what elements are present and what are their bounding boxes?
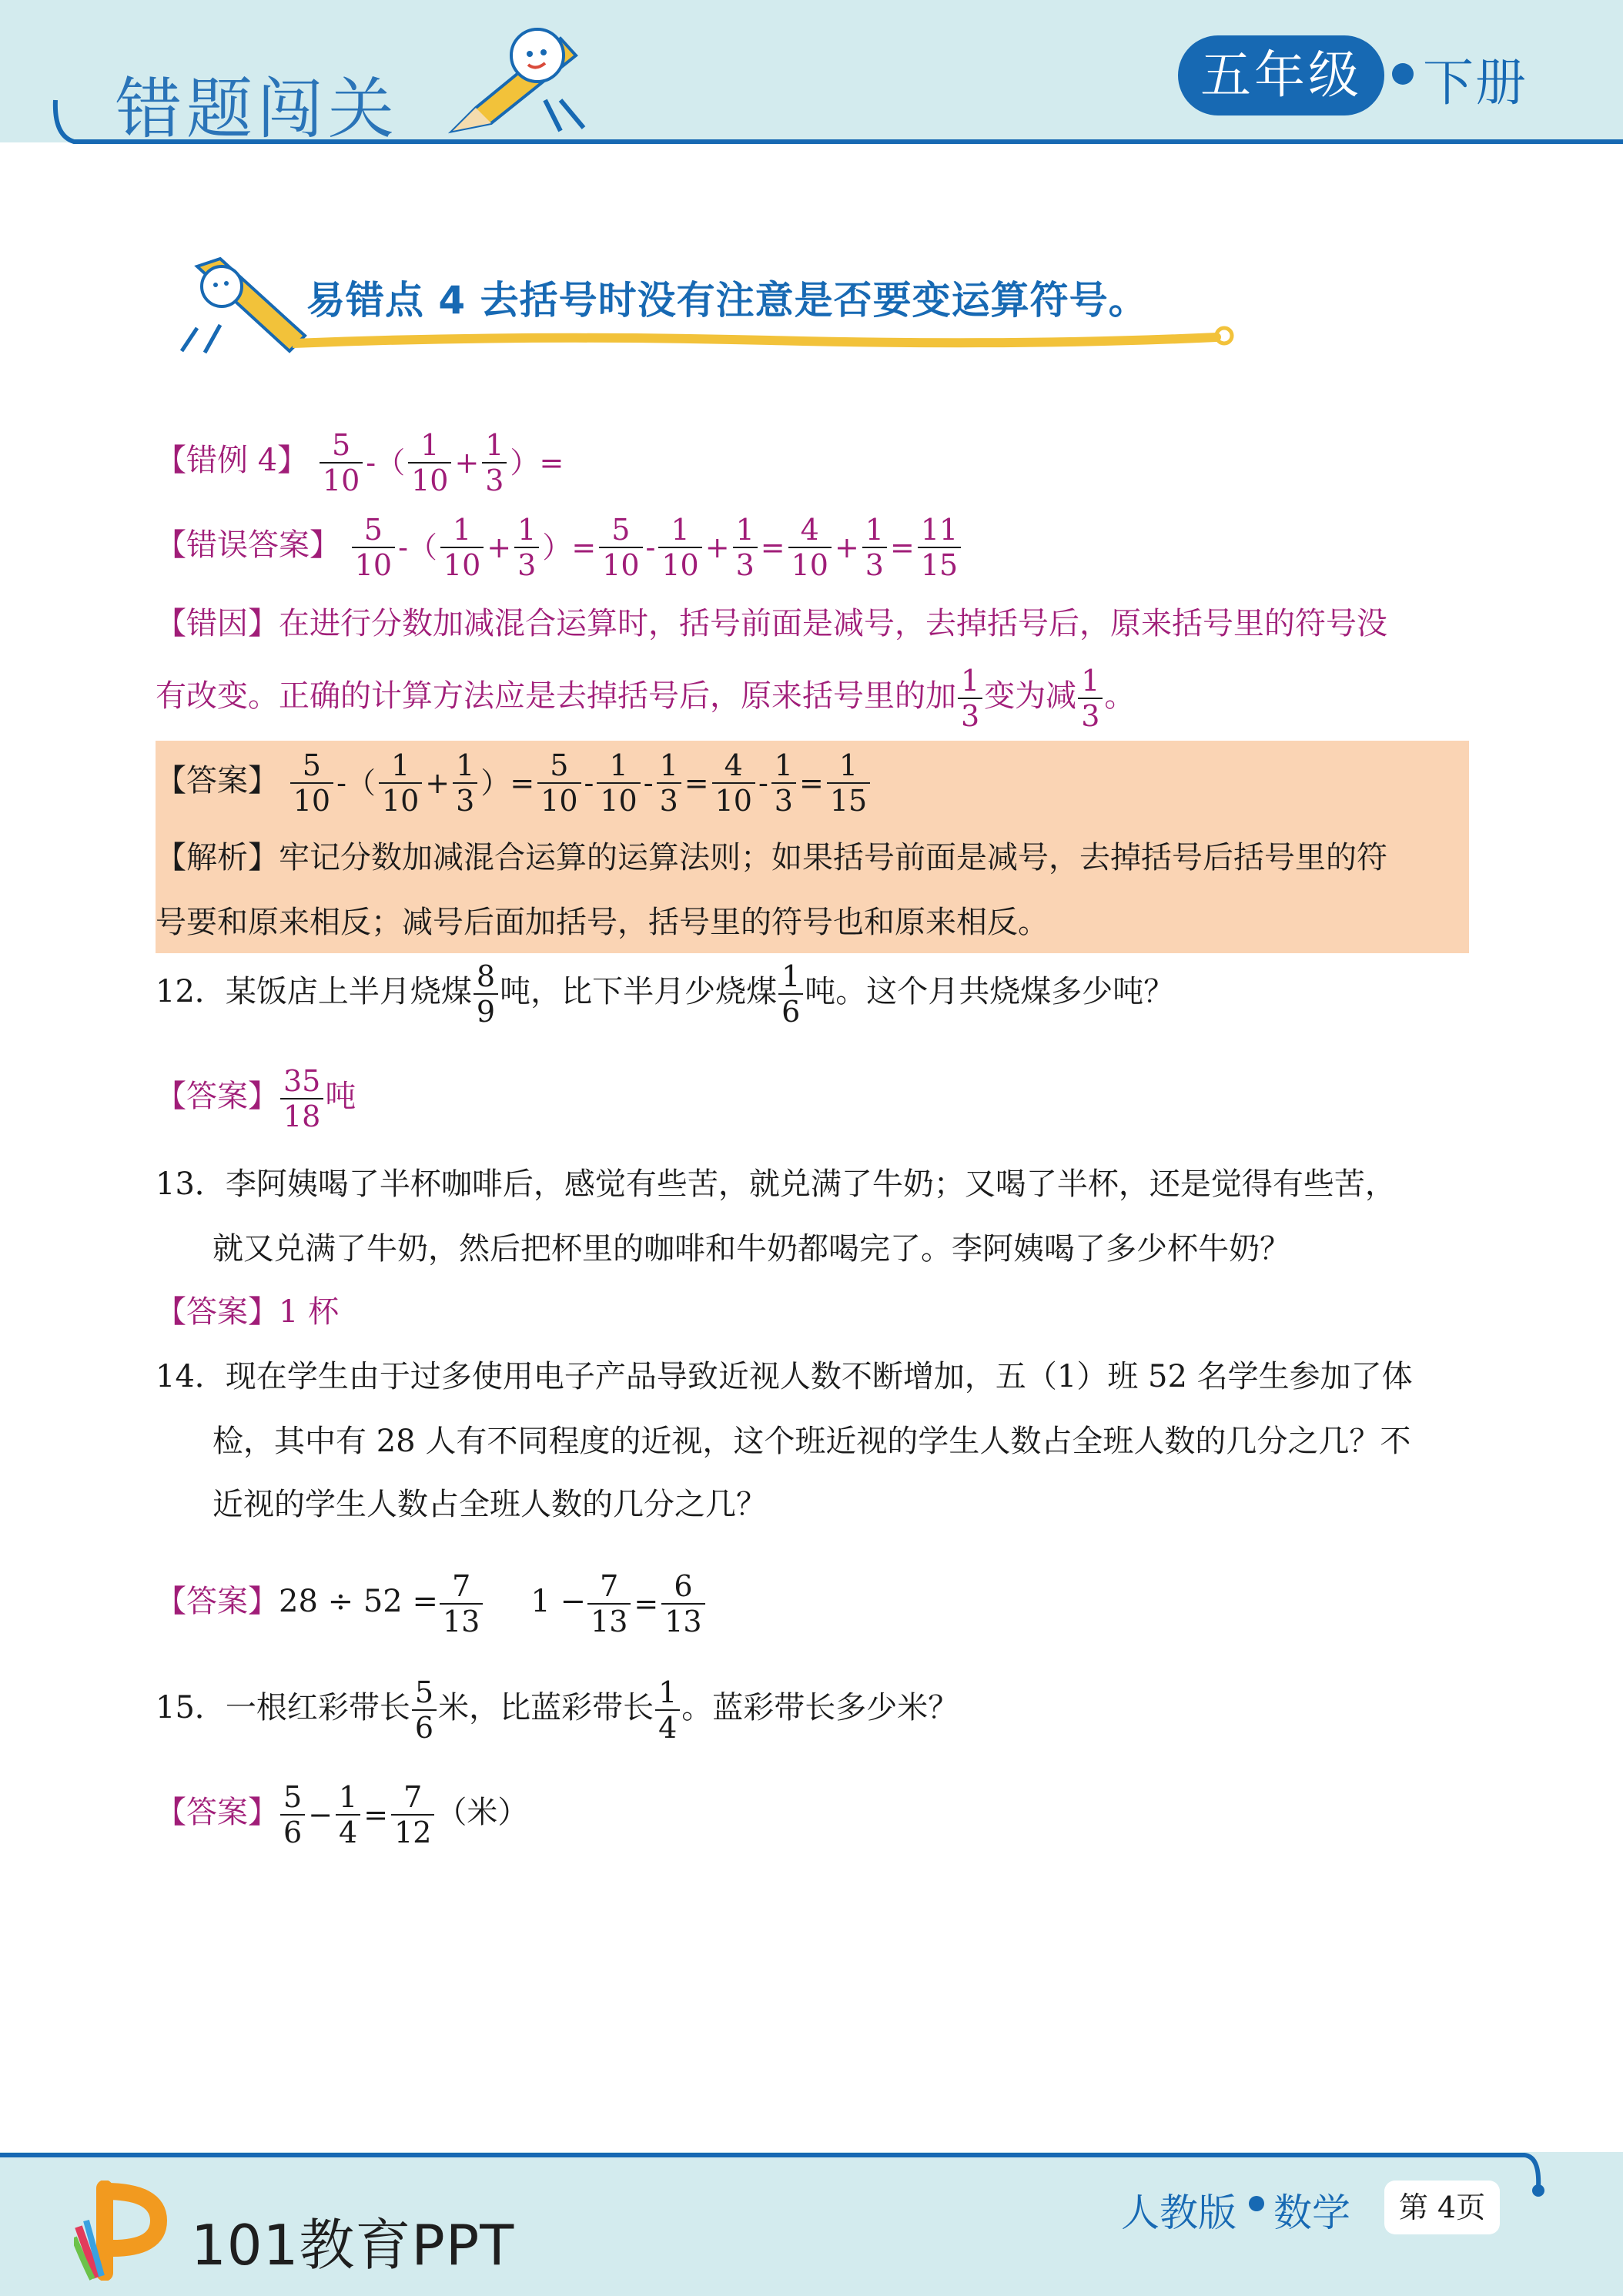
analysis-label: 【解析】 — [156, 840, 279, 875]
section-title: 易错点 4 去括号时没有注意是否要变运算符号。 — [306, 278, 1148, 323]
logo-text: 101教育PPT — [191, 2213, 515, 2278]
edition-separator-dot — [1249, 2196, 1264, 2211]
analysis-line1: 【解析】牢记分数加减混合运算的运算法则；如果括号前面是减号，去掉括号后括号里的符 — [156, 840, 1387, 875]
problem-15-answer: 【答案】 $\frac{5}{6}$ − $\frac{1}{4}$ = $\frac{7}{12}$ （米） — [156, 1780, 529, 1849]
wrong-answer: 【错误答案】 $\frac{5}{10}$ -（ $\frac{1}{10}$ + $\frac{1}{3}$ ）= $\frac{5}{10}$ - $\frac{1}{10}$ + $\frac{1}{3}$ = $\frac{4}{10}$ + $\frac{1}{3}$ = $\frac{11}{15}$ — [156, 513, 962, 582]
problem-12-answer: 【答案】 $\frac{35}{18}$ 吨 — [156, 1064, 356, 1133]
logo-icon — [74, 2181, 182, 2281]
example-answer-label: 【答案】 — [156, 763, 279, 798]
error-cause-line1: 【错因】在进行分数加减混合运算时，括号前面是减号，去掉括号后，原来括号里的符号没 — [156, 606, 1387, 641]
footer-decor-line — [0, 2152, 1623, 2198]
problem-14-line3: 近视的学生人数占全班人数的几分之几？ — [212, 1487, 767, 1522]
grade-badge: 五年级 — [1178, 35, 1384, 115]
banner-underline — [293, 320, 1247, 359]
problem-15: 15．一根红彩带长 $\frac{5}{6}$ 米，比蓝彩带长 $\frac{1}{4}$ 。蓝彩带长多少米？ — [156, 1675, 959, 1745]
error-cause-line2: 有改变。正确的计算方法应是去掉括号后，原来括号里的加 $\frac{1}{3}$ 变为减 $\frac{1}{3}$ 。 — [156, 664, 1136, 733]
problem-14-line2: 检，其中有 28 人有不同程度的近视，这个班近视的学生人数占全班人数的几分之几？不 — [212, 1424, 1411, 1459]
subject-label: 数学 — [1273, 2191, 1350, 2235]
error-cause-label: 【错因】 — [156, 606, 279, 641]
example-answer: 【答案】 $\frac{5}{10}$ -（ $\frac{1}{10}$ + $\frac{1}{3}$ ）= $\frac{5}{10}$ - $\frac{1}{10}$ - $\frac{1}{3}$ = $\frac{4}{10}$ - $\frac{1}{3}$ = $\frac{1}{15}$ — [156, 748, 872, 818]
volume-label: 下册 — [1423, 53, 1528, 112]
problem-13-line2: 就又兑满了牛奶，然后把杯里的咖啡和牛奶都喝完了。李阿姨喝了多少杯牛奶？ — [212, 1231, 1290, 1267]
pencil-mascot-small-icon — [174, 251, 313, 359]
problem-14-answer: 【答案】28 ÷ 52 = $\frac{7}{13}$ 1 − $\frac{7}{13}$ = $\frac{6}{13}$ — [156, 1569, 707, 1638]
brand-title: 错题闯关 — [115, 71, 399, 148]
problem-14-line1: 14．现在学生由于过多使用电子产品导致近视人数不断增加，五（1）班 52 名学生参加了体 — [156, 1359, 1413, 1394]
analysis-line2: 号要和原来相反；减号后面加括号，括号里的符号也和原来相反。 — [156, 905, 1049, 940]
edition-label: 人教版 — [1121, 2191, 1236, 2235]
page-number: 第 4页 — [1384, 2181, 1500, 2234]
grade-separator-dot — [1392, 63, 1414, 85]
example-question: 【错例 4】 $\frac{5}{10}$ -（ $\frac{1}{10}$ + $\frac{1}{3}$ ）= — [156, 428, 564, 497]
example-label: 【错例 4】 — [156, 443, 309, 478]
wrong-answer-label: 【错误答案】 — [156, 527, 340, 563]
problem-12: 12．某饭店上半月烧煤 $\frac{8}{9}$ 吨，比下半月少烧煤 $\frac{1}{6}$ 吨。这个月共烧煤多少吨？ — [156, 959, 1175, 1029]
problem-13-line1: 13．李阿姨喝了半杯咖啡后，感觉有些苦，就兑满了牛奶；又喝了半杯，还是觉得有些苦， — [156, 1166, 1396, 1202]
pencil-mascot-icon — [445, 15, 591, 139]
problem-13-answer: 【答案】1 杯 — [156, 1294, 340, 1330]
